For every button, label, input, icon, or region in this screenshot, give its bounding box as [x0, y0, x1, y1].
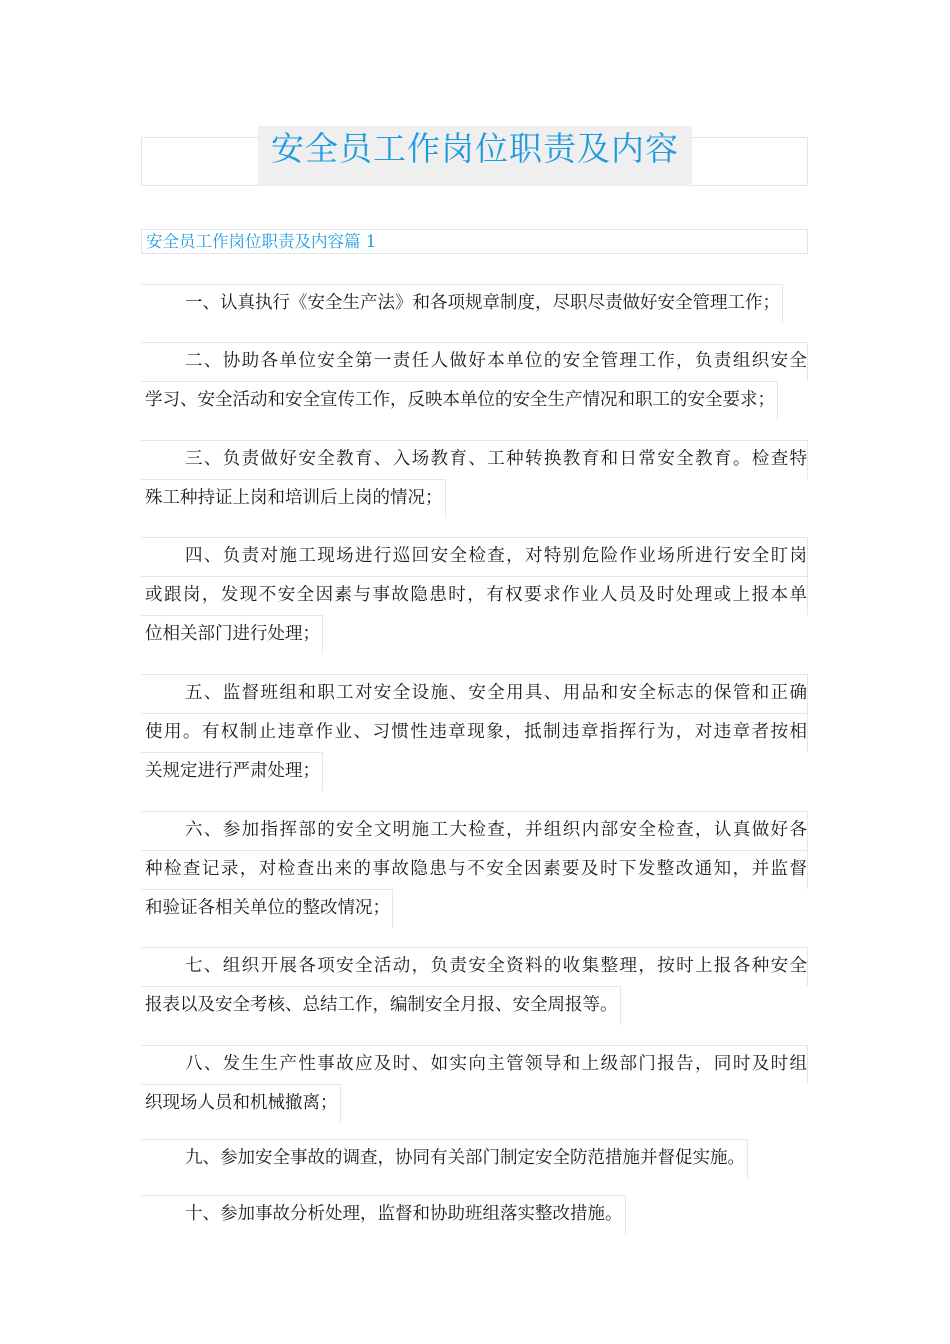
paragraph	[141, 440, 808, 518]
paragraph-line: 殊工种持证上岗和培训后上岗的情况；	[141, 479, 446, 518]
paragraph-line: 一、认真执行《安全生产法》和各项规章制度，尽职尽责做好安全管理工作；	[141, 284, 783, 323]
section-heading: 安全员工作岗位职责及内容篇 1	[141, 229, 808, 254]
paragraph-line: 关规定进行严肃处理；	[141, 752, 323, 791]
paragraph-line: 六、参加指挥部的安全文明施工大检查，并组织内部安全检查，认真做好各	[141, 811, 808, 850]
paragraph	[141, 811, 808, 928]
paragraph-line: 七、组织开展各项安全活动，负责安全资料的收集整理，按时上报各种安全	[141, 947, 808, 986]
paragraph-line: 织现场人员和机械撤离；	[141, 1084, 341, 1123]
paragraph-line: 五、监督班组和职工对安全设施、安全用具、用品和安全标志的保管和正确	[141, 674, 808, 713]
paragraph	[141, 947, 808, 1025]
paragraph-line: 十、参加事故分析处理，监督和协助班组落实整改措施。	[141, 1195, 626, 1234]
paragraph-line: 四、负责对施工现场进行巡回安全检查，对特别危险作业场所进行安全盯岗	[141, 537, 808, 576]
paragraph-line: 二、协助各单位安全第一责任人做好本单位的安全管理工作，负责组织安全	[141, 342, 808, 381]
paragraph-line: 位相关部门进行处理；	[141, 615, 323, 654]
paragraph-line: 或跟岗，发现不安全因素与事故隐患时，有权要求作业人员及时处理或上报本单	[141, 576, 808, 615]
paragraph	[141, 1139, 808, 1178]
paragraph-line: 报表以及安全考核、总结工作，编制安全月报、安全周报等。	[141, 986, 621, 1025]
paragraph-line: 使用。有权制止违章作业、习惯性违章现象，抵制违章指挥行为，对违章者按相	[141, 713, 808, 752]
paragraph-line: 八、发生生产性事故应及时、如实向主管领导和上级部门报告，同时及时组	[141, 1045, 808, 1084]
paragraph	[141, 1045, 808, 1123]
paragraph	[141, 537, 808, 654]
paragraph-line: 学习、安全活动和安全宣传工作，反映本单位的安全生产情况和职工的安全要求；	[141, 381, 778, 420]
paragraph	[141, 1195, 808, 1234]
paragraph-line: 三、负责做好安全教育、入场教育、工种转换教育和日常安全教育。检查特	[141, 440, 808, 479]
paragraph-line: 种检查记录，对检查出来的事故隐患与不安全因素要及时下发整改通知，并监督	[141, 850, 808, 889]
paragraph	[141, 674, 808, 791]
paragraph-line: 和验证各相关单位的整改情况；	[141, 889, 393, 928]
paragraph	[141, 342, 808, 420]
document-title: 安全员工作岗位职责及内容	[258, 126, 692, 186]
paragraph-line: 九、参加安全事故的调查，协同有关部门制定安全防范措施并督促实施。	[141, 1139, 748, 1178]
paragraph	[141, 284, 808, 323]
